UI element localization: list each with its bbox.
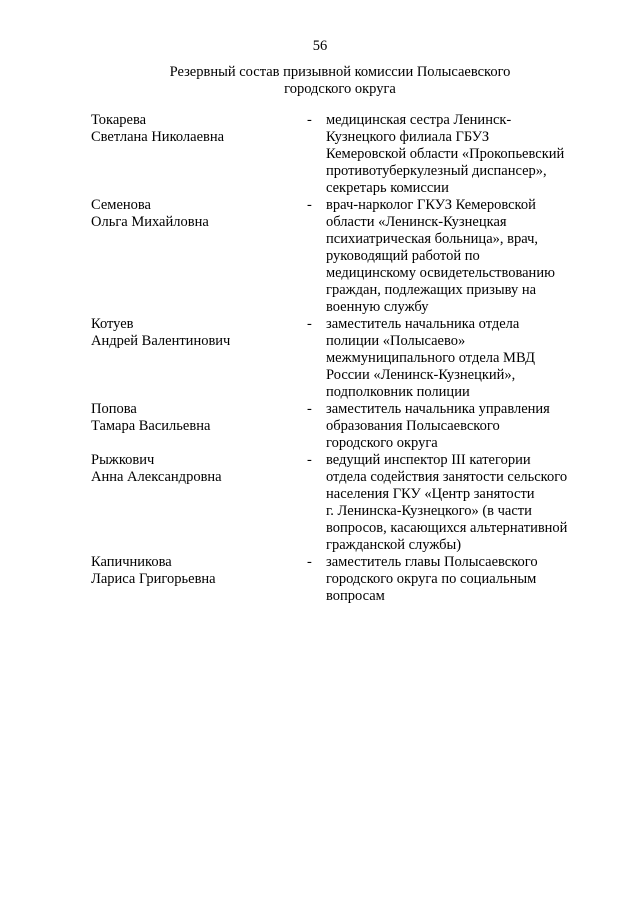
role-line: военную службу xyxy=(326,299,429,315)
role-line: медицинская сестра Ленинск- xyxy=(326,112,512,128)
member-surname: Котуев xyxy=(91,316,134,332)
role-line: заместитель главы Полысаевского xyxy=(326,554,538,570)
member-dash: - xyxy=(307,112,312,128)
member-surname: Токарева xyxy=(91,112,147,128)
member-surname: Попова xyxy=(91,401,137,417)
member-role xyxy=(326,452,591,554)
member-dash: - xyxy=(307,401,312,417)
member-surname: Семенова xyxy=(91,197,151,213)
role-line: Кемеровской области «Прокопьевский xyxy=(326,146,565,162)
member-dash: - xyxy=(307,554,312,570)
role-line: г. Ленинска-Кузнецкого» (в части xyxy=(326,503,532,519)
member-name xyxy=(91,197,307,316)
role-line: вопросам xyxy=(326,588,385,604)
member-name xyxy=(91,401,307,452)
title-line-1: Резервный состав призывной комиссии Полысаевского xyxy=(169,64,511,80)
member-given-names: Анна Александровна xyxy=(91,469,222,485)
members-list xyxy=(91,112,591,605)
member-dash: - xyxy=(307,197,312,213)
role-line: области «Ленинск-Кузнецкая xyxy=(326,214,507,230)
member-given-names: Андрей Валентинович xyxy=(91,333,231,349)
member-role xyxy=(326,197,591,316)
role-line: секретарь комиссии xyxy=(326,180,449,196)
role-line: врач-нарколог ГКУЗ Кемеровской xyxy=(326,197,536,213)
role-line: полиции «Полысаево» xyxy=(326,333,466,349)
member-entry xyxy=(91,554,591,605)
member-entry xyxy=(91,401,591,452)
member-entry xyxy=(91,452,591,554)
role-line: образования Полысаевского xyxy=(326,418,500,434)
member-given-names: Светлана Николаевна xyxy=(91,129,225,145)
role-line: России «Ленинск-Кузнецкий», xyxy=(326,367,516,383)
page-number: 56 xyxy=(312,38,328,54)
role-line: противотуберкулезный диспансер», xyxy=(326,163,547,179)
role-line: руководящий работой по xyxy=(326,248,480,264)
member-surname: Рыжкович xyxy=(91,452,155,468)
member-given-names: Лариса Григорьевна xyxy=(91,571,216,587)
member-role xyxy=(326,401,591,452)
role-line: межмуниципального отдела МВД xyxy=(326,350,535,366)
role-line: граждан, подлежащих призыву на xyxy=(326,282,537,298)
member-entry xyxy=(91,197,591,316)
member-entry xyxy=(91,316,591,401)
member-name xyxy=(91,316,307,401)
document-title xyxy=(120,64,560,98)
member-role xyxy=(326,554,591,605)
role-line: заместитель начальника отдела xyxy=(326,316,520,332)
role-line: заместитель начальника управления xyxy=(326,401,550,417)
role-line: ведущий инспектор III категории xyxy=(326,452,531,468)
member-entry xyxy=(91,112,591,197)
role-line: медицинскому освидетельствованию xyxy=(326,265,555,281)
role-line: Кузнецкого филиала ГБУЗ xyxy=(326,129,490,145)
role-line: городского округа xyxy=(326,435,438,451)
member-name xyxy=(91,554,307,605)
role-line: гражданской службы) xyxy=(326,537,462,553)
member-given-names: Ольга Михайловна xyxy=(91,214,209,230)
member-given-names: Тамара Васильевна xyxy=(91,418,211,434)
role-line: отдела содействия занятости сельского xyxy=(326,469,568,485)
member-dash: - xyxy=(307,316,312,332)
role-line: вопросов, касающихся альтернативной xyxy=(326,520,568,536)
member-name xyxy=(91,452,307,554)
member-surname: Капичникова xyxy=(91,554,172,570)
title-line-2: городского округа xyxy=(284,81,396,97)
member-role xyxy=(326,112,591,197)
role-line: психиатрическая больница», врач, xyxy=(326,231,538,247)
role-line: населения ГКУ «Центр занятости xyxy=(326,486,535,502)
member-name xyxy=(91,112,307,197)
role-line: городского округа по социальным xyxy=(326,571,537,587)
member-dash: - xyxy=(307,452,312,468)
role-line: подполковник полиции xyxy=(326,384,470,400)
member-role xyxy=(326,316,591,401)
